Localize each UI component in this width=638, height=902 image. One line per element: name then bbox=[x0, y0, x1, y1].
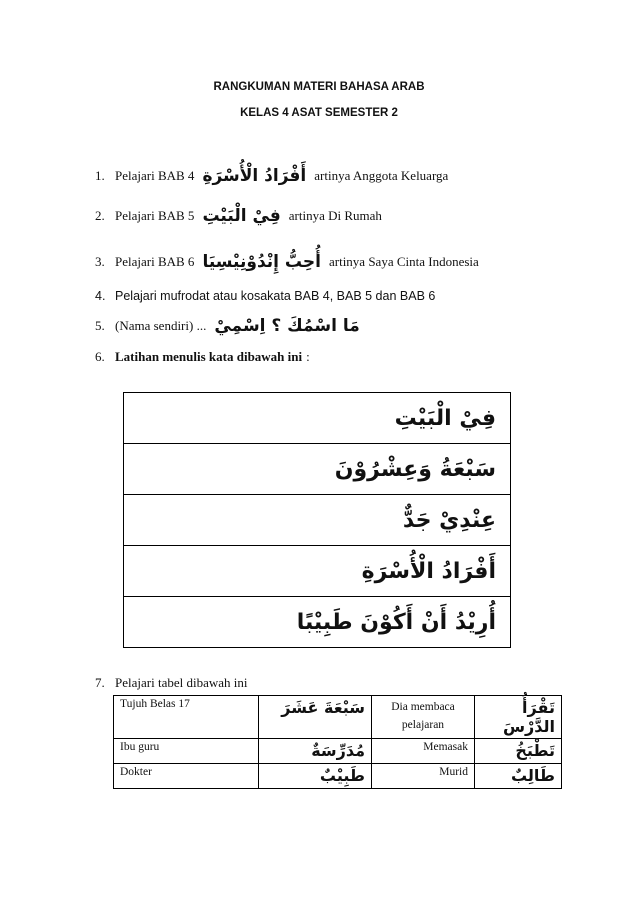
arabic-word: تَقْرَأُ الدَّرْسَ bbox=[502, 698, 555, 736]
table-row bbox=[114, 739, 562, 764]
item-colon: : bbox=[306, 349, 310, 364]
list-item-1 bbox=[97, 166, 578, 186]
list-item-2 bbox=[97, 206, 578, 226]
arabic-word: سَبْعَةَ عَشَرَ bbox=[281, 698, 365, 717]
indonesian-word: Dia membaca pelajaran bbox=[372, 696, 475, 739]
table-row bbox=[114, 696, 562, 739]
item-number: 5. bbox=[95, 318, 105, 333]
practice-word: أُرِيْدُ أَنْ أَكُوْنَ طَبِيْبًا bbox=[296, 609, 496, 635]
indonesian-word: Dokter bbox=[114, 764, 259, 789]
item-number: 2. bbox=[95, 208, 105, 223]
item-number: 1. bbox=[95, 168, 105, 183]
item-number: 6. bbox=[95, 349, 105, 364]
practice-word: فِيْ الْبَيْتِ bbox=[394, 405, 496, 431]
arabic-word: طَالِبٌ bbox=[510, 766, 555, 785]
practice-word: عِنْدِيْ جَدٌّ bbox=[402, 507, 496, 533]
item-text: Pelajari tabel dibawah ini bbox=[115, 675, 248, 690]
indonesian-word: Ibu guru bbox=[114, 739, 259, 764]
list-item-4 bbox=[97, 289, 578, 303]
list-item-6 bbox=[97, 349, 578, 365]
indonesian-word: Memasak bbox=[372, 739, 475, 764]
table-row bbox=[124, 393, 511, 444]
arabic-word: مُدَرِّسَةٌ bbox=[311, 741, 365, 760]
practice-word: أَفْرَادُ الْأُسْرَةِ bbox=[361, 558, 496, 584]
item-text: (Nama sendiri) ... bbox=[115, 318, 207, 333]
item-meaning: artinya Saya Cinta Indonesia bbox=[328, 254, 479, 269]
list-item-5 bbox=[97, 316, 578, 336]
table-row bbox=[124, 495, 511, 546]
arabic-word: تَطْبَخُ bbox=[515, 741, 555, 760]
table-row bbox=[114, 764, 562, 789]
item-meaning: artinya Anggota Keluarga bbox=[314, 168, 449, 183]
table-row bbox=[124, 546, 511, 597]
indonesian-word: Murid bbox=[372, 764, 475, 789]
table-row bbox=[124, 597, 511, 648]
arabic-phrase: أَفْرَادُ الْأُسْرَةِ bbox=[202, 166, 307, 186]
item-number: 3. bbox=[95, 254, 105, 269]
item-text: Pelajari BAB 6 bbox=[115, 254, 195, 269]
writing-practice-table bbox=[123, 392, 511, 648]
item-meaning: artinya Di Rumah bbox=[288, 208, 382, 223]
item-number: 7. bbox=[95, 675, 105, 690]
item-text: Pelajari BAB 5 bbox=[115, 208, 195, 223]
table-row bbox=[124, 444, 511, 495]
document-subtitle: KELAS 4 ASAT SEMESTER 2 bbox=[240, 107, 398, 119]
item-text: Pelajari mufrodat atau kosakata BAB 4, BAB 5 dan BAB 6 bbox=[115, 289, 436, 303]
item-number: 4. bbox=[95, 289, 106, 303]
practice-word: سَبْعَةُ وَعِشْرُوْنَ bbox=[334, 456, 496, 482]
arabic-phrase: فِيْ الْبَيْتِ bbox=[202, 206, 281, 226]
document-title: RANGKUMAN MATERI BAHASA ARAB bbox=[213, 81, 425, 93]
arabic-word: طَبِيْبٌ bbox=[319, 766, 365, 785]
indonesian-word: Tujuh Belas 17 bbox=[114, 696, 259, 739]
arabic-phrase: أُحِبُّ إِنْدُوْنِيْسِيَا bbox=[202, 252, 321, 272]
vocabulary-table bbox=[113, 695, 562, 789]
list-item-3 bbox=[97, 252, 578, 272]
list-item-7 bbox=[97, 675, 578, 691]
item-text: Latihan menulis kata dibawah ini bbox=[115, 349, 303, 364]
item-text: Pelajari BAB 4 bbox=[115, 168, 195, 183]
arabic-phrase: مَا اسْمُكَ ؟ اِسْمِيْ bbox=[214, 316, 360, 336]
